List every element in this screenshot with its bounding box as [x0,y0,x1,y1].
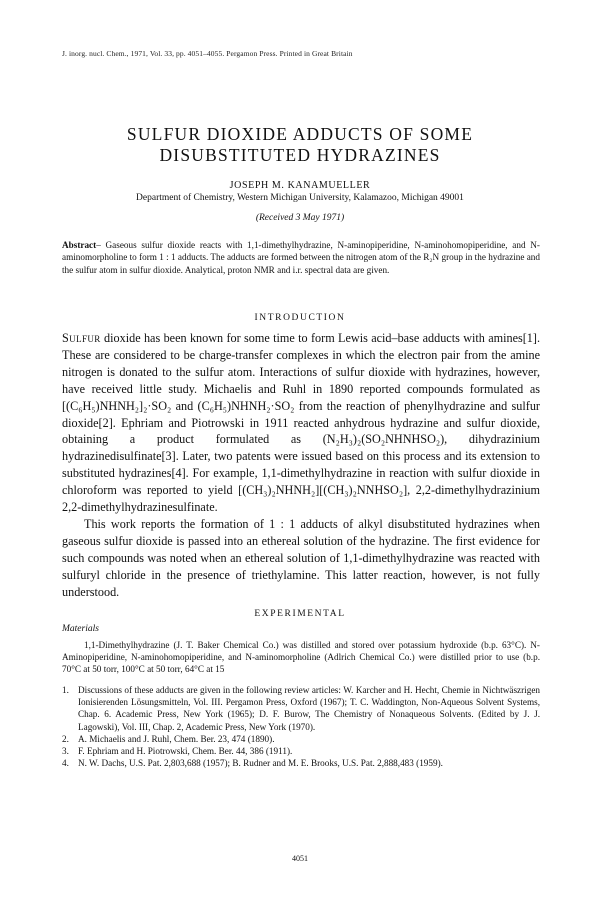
abstract-text: – Gaseous sulfur dioxide reacts with 1,1-dimethylhydrazine, N-aminopiperidine, N-aminohomopiperidine, and N-aminomorpholine to form 1 : 1 adducts. The adducts are formed between the nitrogen atom of the R₂N group in the hydrazine and the sulfur atom in sulfur dioxide. Analytical, proton NMR and i.r. spectral data are given. [62,240,540,275]
intro-paragraph-1 [62,330,540,516]
received-date: (Received 3 May 1971) [255,213,345,223]
author-affiliation: Department of Chemistry, Western Michigan University, Kalamazoo, Michigan 49001 [136,193,464,203]
reference-number: 4. [62,758,69,769]
reference-text: F. Ephriam and H. Piotrowski, Chem. Ber. 44, 386 (1911). [78,746,293,757]
page-number: 4051 [292,854,308,863]
reference-number: 1. [62,685,69,695]
reference-number: 2. [62,733,69,744]
abstract-label: Abstract [62,240,97,250]
reference-text: Discussions of these adducts are given in the following review articles: W. Karcher and H. Hecht, Chemie in Nichtwäszrigen Ionisierenden Lösungsmitteln, Vol. III. Pergamon Press, Oxford (1967); T. C. Waddington, Non-Aqueous Solvent Systems, Chap. 6. Academic Press, New York (1965); D. F. Burow, The Chemistry of Nonaqueous Solvents. (Edited by J. J. Lagowski), Vol. III, Chap. 2, Academic Press, New York (1970). [78,685,540,732]
reference-text: N. W. Dachs, U.S. Pat. 2,803,688 (1957); B. Rudner and M. E. Brooks, U.S. Pat. 2,888,483 (1959). [78,758,443,769]
reference-item [62,733,540,745]
footnote-references [62,684,540,769]
abstract [62,239,540,276]
experimental-heading: EXPERIMENTAL [254,609,346,619]
introduction-body [62,330,540,601]
intro-paragraph-1-text: dioxide has been known for some time to form Lewis acid–base adducts with amines[1]. These are considered to be charge-transfer complexes in which the electron pair from the amine nitrogen is donated to the sulfur atom. Interactions of sulfur dioxide with hydrazines, however, have received little study. Michaelis and Ruhl in 1890 reported compounds formulated as [(C₆H₅)NHNH₂]₂·SO₂ and (C₆H₅)NHNH₂·SO₂ from the reaction of phenylhydrazine and sulfur dioxide[2]. Ephriam and Piotrowski in 1911 reacted anhydrous hydrazine and sulfur dioxide, obtaining a product formulated as (N₂H₃)₂(SO₂NHNHSO₂), dihydrazinium hydrazinedisulfinate[3]. Later, two patents were issued based on this process and its extension to substituted hydrazines[4]. For example, 1,1-dimethylhydrazine in reaction with sulfur dioxide in chloroform was reported to yield [(CH₃)₂NHNH₂][(CH₃)₂NNHSO₂], 2,2-dimethylhydrazinium 2,2-dimethylhydrazinesulfinate. [62,331,540,515]
journal-citation-header: J. inorg. nucl. Chem., 1971, Vol. 33, pp. 4051–4055. Pergamon Press. Printed in Great Britain [62,49,353,58]
reference-item [62,757,540,769]
intro-paragraph-2: This work reports the formation of 1 : 1 adducts of alkyl disubstituted hydrazines when gaseous sulfur dioxide is passed into an ethereal solution of the hydrazine. The first evidence for such compounds was noted when an ethereal solution of 1,1-dimethylhydrazine was reacted with sulfuryl chloride in the presence of triethylamine. This latter reaction, however, is not fully understood. [62,516,540,599]
reference-text: A. Michaelis and J. Ruhl, Chem. Ber. 23, 474 (1890). [78,733,275,744]
intro-lead-word: Sulfur [62,331,101,345]
reference-number: 3. [62,746,69,757]
materials-paragraph: 1,1-Dimethylhydrazine (J. T. Baker Chemical Co.) was distilled and stored over potassium hydroxide (b.p. 63°C). N-Aminopiperidine, N-aminohomopiperidine, and N-aminomorpholine (Adlrich Chemical Co.) were distilled prior to use (b.p. 70°C at 50 torr, 100°C at 50 torr, 64°C at 15 [62,640,540,675]
title-line-2: DISUBSTITUTED HYDRAZINES [159,145,441,165]
author-name: JOSEPH M. KANAMUELLER [229,180,371,191]
title-line-1: SULFUR DIOXIDE ADDUCTS OF SOME [126,124,474,144]
materials-subheading: Materials [62,624,99,634]
reference-item [62,745,540,757]
introduction-heading: INTRODUCTION [254,313,346,323]
reference-item [62,684,540,733]
article-title [0,124,600,166]
